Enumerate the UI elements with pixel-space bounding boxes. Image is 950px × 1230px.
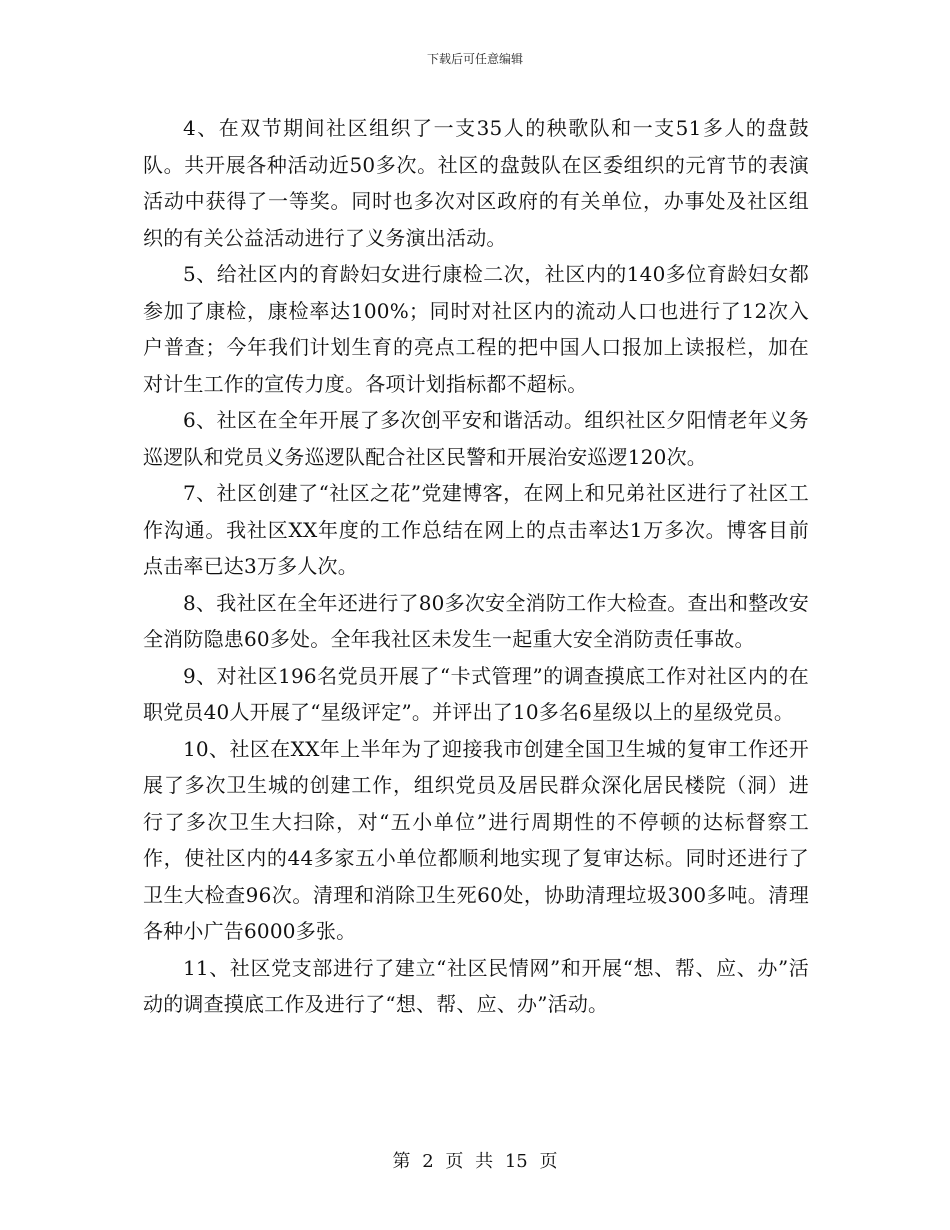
paragraph-8: 8、我社区在全年还进行了80多次安全消防工作大检查。查出和整改安全消防隐患60多处。全年我社区未发生一起重大安全消防责任事故。	[143, 590, 809, 651]
paragraph-9: 9、对社区196名党员开展了“卡式管理”的调查摸底工作对社区内的在职党员40人开展了“星级评定”。并评出了10多名6星级以上的星级党员。	[143, 663, 809, 724]
document-body	[143, 110, 809, 1023]
paragraph-6: 6、社区在全年开展了多次创平安和谐活动。组织社区夕阳情老年义务巡逻队和党员义务巡逻队配合社区民警和开展治安巡逻120次。	[143, 408, 809, 469]
page-number-footer: 第 2 页 共 15 页	[392, 1151, 558, 1172]
paragraph-4: 4、在双节期间社区组织了一支35人的秧歌队和一支51多人的盘鼓队。共开展各种活动近50多次。社区的盘鼓队在区委组织的元宵节的表演活动中获得了一等奖。同时也多次对区政府的有关单位，办事处及社区组织的有关公益活动进行了义务演出活动。	[143, 116, 809, 250]
paragraph-11: 11、社区党支部进行了建立“社区民情网”和开展“想、帮、应、办”活动的调查摸底工作及进行了“想、帮、应、办”活动。	[143, 955, 809, 1016]
paragraph-10: 10、社区在XX年上半年为了迎接我市创建全国卫生城的复审工作还开展了多次卫生城的创建工作，组织党员及居民群众深化居民楼院（洞）进行了多次卫生大扫除，对“五小单位”进行周期性的不停顿的达标督察工作，使社区内的44多家五小单位都顺利地实现了复审达标。同时还进行了卫生大检查96次。清理和消除卫生死60处，协助清理垃圾300多吨。清理各种小广告6000多张。	[143, 736, 809, 943]
page-header: 下载后可任意编辑	[426, 52, 523, 66]
paragraph-5: 5、给社区内的育龄妇女进行康检二次，社区内的140多位育龄妇女都参加了康检，康检率达100%；同时对社区内的流动人口也进行了12次入户普查；今年我们计划生育的亮点工程的把中国人口报加上读报栏，加在对计生工作的宣传力度。各项计划指标都不超标。	[143, 262, 809, 396]
paragraph-7: 7、社区创建了“社区之花”党建博客，在网上和兄弟社区进行了社区工作沟通。我社区XX年度的工作总结在网上的点击率达1万多次。博客目前点击率已达3万多人次。	[143, 481, 809, 578]
